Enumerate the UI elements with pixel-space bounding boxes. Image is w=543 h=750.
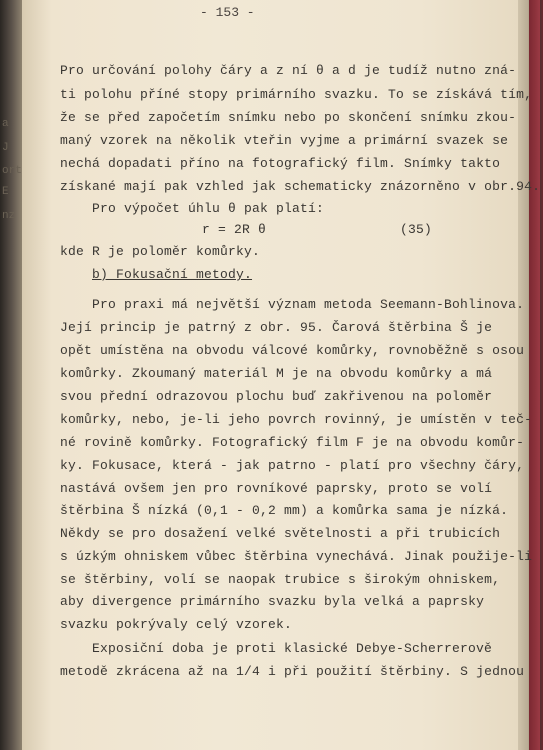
text-line: svazku pokrývaly celý vzorek. <box>60 617 293 632</box>
margin-fragment: J <box>2 142 9 154</box>
margin-fragment: a <box>2 118 9 130</box>
text-line: Exposiční doba je proti klasické Debye-Scherrerově <box>92 641 493 656</box>
binding-tab <box>529 0 540 750</box>
equation-number: (35) <box>400 222 433 237</box>
text-line: komůrky. Zkoumaný materiál M je na obvodu komůrky a má <box>60 366 493 381</box>
margin-fragment: E <box>2 186 9 198</box>
text-line: Její princip je patrný z obr. 95. Čarová štěrbina Š je <box>60 320 493 335</box>
text-line: ky. Fokusace, která - jak patrno - platí pro všechny čáry, <box>60 458 525 473</box>
text-line: Pro praxi má největší význam metoda Seemann-Bohlinova. <box>92 297 525 312</box>
text-line: s úzkým ohniskem vůbec štěrbina vynechává. Jinak použije-li <box>60 549 533 564</box>
text-line: Někdy se pro dosažení velké světelnosti a při trubicích <box>60 526 501 541</box>
text-line: že se před započetím snímku nebo po skončení snímku zkou- <box>60 110 517 125</box>
text-line: opět umístěna na obvodu válcové komůrky, rovnoběžně s osou <box>60 343 525 358</box>
text-line: né rovině komůrky. Fotografický film F je na obvodu komůr- <box>60 435 525 450</box>
text-line: komůrky, nebo, je-li jeho povrch rovinný, je umístěn v teč- <box>60 412 533 427</box>
text-line: svou přední odrazovou plochu buď zakřivenou na poloměr <box>60 389 493 404</box>
text-line: Pro určování polohy čáry a z ní θ a d je tudíž nutno zná- <box>60 63 517 78</box>
text-line: aby divergence primárního svazku byla velká a paprsky <box>60 594 485 609</box>
margin-fragment: ort <box>2 165 22 177</box>
text-line: nastává ovšem jen pro rovníkové paprsky, proto se volí <box>60 481 493 496</box>
text-line: štěrbina Š nízká (0,1 - 0,2 mm) a komůrka sama je nízká. <box>60 503 509 518</box>
equation: r = 2R θ <box>202 222 267 237</box>
text-line: nechá dopadati příno na fotografický film. Snímky takto <box>60 156 501 171</box>
page-number: - 153 - <box>200 5 255 20</box>
text-line: kde R je poloměr komůrky. <box>60 244 261 259</box>
text-line: Pro výpočet úhlu θ pak platí: <box>92 201 325 216</box>
text-line: se štěrbiny, volí se naopak trubice s širokým ohniskem, <box>60 572 501 587</box>
text-line: ti polohu příné stopy primárního svazku. To se získává tím, <box>60 87 533 102</box>
text-line: získané mají pak vzhled jak schematicky znázorněno v obr.94. <box>60 179 541 194</box>
text-line: metodě zkrácena až na 1/4 i při použití štěrbiny. S jednou <box>60 664 525 679</box>
text-line: maný vzorek na několik vteřin vyjme a primární svazek se <box>60 133 509 148</box>
margin-fragment: nz <box>2 210 16 222</box>
section-heading: b) Fokusační metody. <box>92 267 253 282</box>
